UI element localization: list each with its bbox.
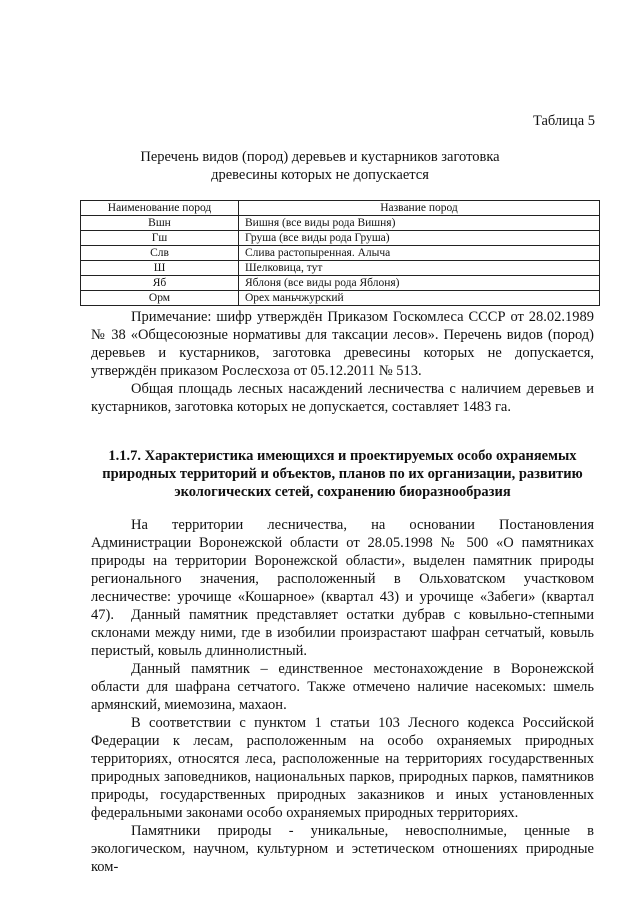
table-row: [81, 261, 600, 276]
table-row: [81, 231, 600, 246]
body-paragraph: Памятники природы - уникальные, невосполнимые, ценные в экологическом, научном, культурном и эстетическом отношениях природные ком-: [91, 823, 594, 875]
table-caption: [0, 148, 640, 184]
table-caption-line: древесины которых не допускается: [211, 167, 429, 183]
table-header-row: [81, 201, 600, 216]
table-row: [81, 291, 600, 306]
species-code: Ш: [81, 261, 239, 276]
species-name: Слива растопыренная. Алыча: [239, 246, 600, 261]
header-code: Наименование пород: [81, 201, 239, 216]
species-name: Шелковица, тут: [239, 261, 600, 276]
species-code: Орм: [81, 291, 239, 306]
species-code: Яб: [81, 276, 239, 291]
table-row: [81, 276, 600, 291]
body-paragraph: В соответствии с пунктом 1 статьи 103 Лесного кодекса Российской Федерации к лесам, расположенным на особо охраняемых природных территориях, относятся леса, расположенные на территориях государственных природных заповедников, национальных парков, природных парков, памятников природы, государственных природных заказников и иных установленных федеральными законами особо охраняемых природных территориях.: [91, 715, 594, 821]
species-code: Слв: [81, 246, 239, 261]
body-paragraph: Данный памятник представляет остатки дубрав с ковыльно-степными склонами между ними, где в изобилии произрастают шафран сетчатый, ковыль перистый, ковыль длиннолистный.: [91, 607, 594, 659]
species-name: Яблоня (все виды рода Яблоня): [239, 276, 600, 291]
body-paragraph: Данный памятник – единственное местонахождение в Воронежской области для шафрана сетчатого. Также отмечено наличие насекомых: шмель армянский, миемозина, махаон.: [91, 661, 594, 713]
species-table: [80, 200, 600, 306]
note-paragraph: Примечание: шифр утверждён Приказом Госкомлеса СССР от 28.02.1989 № 38 «Общесоюзные нормативы для таксации лесов». Перечень видов (пород) деревьев и кустарников, заготовка древесины которых не допускается, утверждён приказом Рослесхоза от 05.12.2011 № 513.: [91, 309, 594, 379]
header-name: Название пород: [239, 201, 600, 216]
section-heading-line: экологических сетей, сохранению биоразнообразия: [174, 484, 511, 500]
body-paragraph: На территории лесничества, на основании Постановления Администрации Воронежской области от 28.05.1998 № 500 «О памятниках природы на территории Воронежской области», выделен памятник природы регионального значения, расположенный в Ольховатском участковом лесничестве: урочище «Кошарное» (квартал 43) и урочище «Забеги» (квартал 47).: [91, 517, 594, 623]
species-name: Вишня (все виды рода Вишня): [239, 216, 600, 231]
table-caption-line: Перечень видов (пород) деревьев и кустарников заготовка: [140, 149, 500, 165]
area-paragraph: Общая площадь лесных насаждений лесничества с наличием деревьев и кустарников, заготовка которых не допускается, составляет 1483 га.: [91, 381, 594, 415]
section-heading-line: 1.1.7. Характеристика имеющихся и проектируемых особо охраняемых: [108, 448, 577, 464]
species-name: Груша (все виды рода Груша): [239, 231, 600, 246]
table-number: Таблица 5: [532, 113, 595, 129]
species-name: Орех маньчжурский: [239, 291, 600, 306]
species-code: Гш: [81, 231, 239, 246]
table-row: [81, 216, 600, 231]
section-heading-line: природных территорий и объектов, планов по их организации, развитию: [102, 466, 583, 482]
section-heading: [91, 447, 594, 501]
species-code: Вшн: [81, 216, 239, 231]
table-row: [81, 246, 600, 261]
